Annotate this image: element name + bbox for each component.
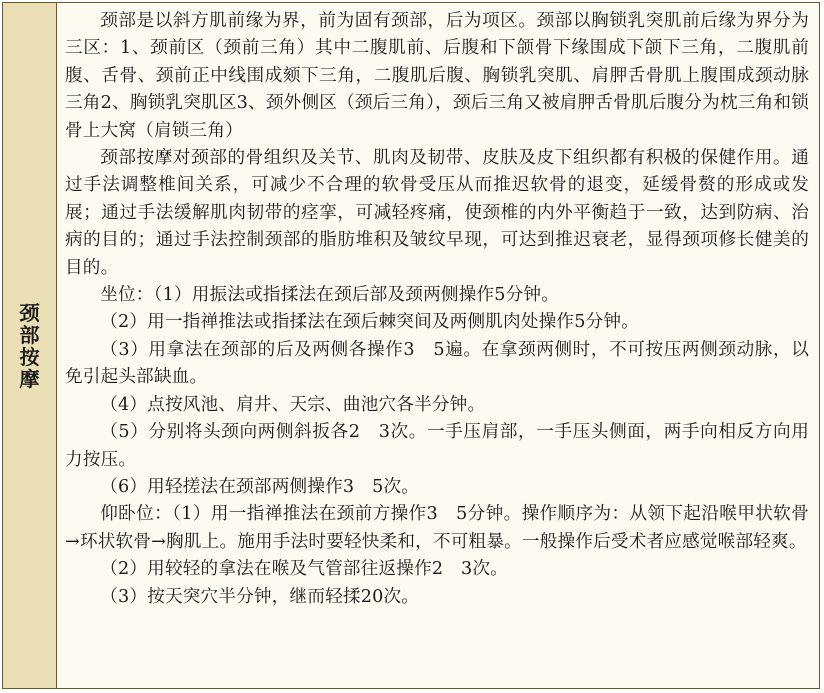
- content-table: [2, 2, 820, 689]
- paragraph-sitting-step-5: （5）分别将头颈向两侧斜扳各2 3次。一手压肩部，一手压头侧面，两手向相反方向用力按压。: [65, 422, 809, 470]
- paragraph-sitting-step-4: （4）点按风池、肩井、天宗、曲池穴各半分钟。: [100, 394, 486, 415]
- paragraph-supine-step-1: 仰卧位：（1）用一指禅推法在颈前方操作3 5分钟。操作顺序为：从领下起沿喉甲状软骨→环状软骨→胸肌上。施用手法时要轻快柔和，不可粗暴。一般操作后受术者应感觉喉部轻爽。: [65, 504, 809, 552]
- paragraph-sitting-step-3: （3）用拿法在颈部的后及两侧各操作3 5遍。在拿颈两侧时，不可按压两侧颈动脉，以免引起头部缺血。: [65, 339, 809, 388]
- paragraph-supine-step-2: （2）用较轻的拿法在喉及气管部往返操作2 3次。: [100, 559, 509, 580]
- paragraph-sitting-step-1: 坐位：（1）用振法或指揉法在颈后部及颈两侧操作5分钟。: [100, 285, 560, 306]
- section-label-char: 部: [19, 322, 40, 347]
- section-label-char: 按: [19, 344, 40, 369]
- paragraph-neck-anatomy: 颈部是以斜方肌前缘为界，前为固有颈部，后为项区。颈部以胸锁乳突肌前后缘为界分为三区：1、颈前区（颈前三角）其中二腹肌前、后腹和下颌骨下缘围成下颌下三角，二腹肌前腹、舌骨、颈前正中线围成颏下三角，二腹肌后腹、胸锁乳突肌、肩胛舌骨肌上腹围成颈动脉三角2、胸锁乳突肌区3、颈外侧区（颈后三角），颈后三角又被肩胛舌骨肌后腹分为枕三角和锁骨上大窝（肩锁三角）: [65, 11, 809, 141]
- paragraph-supine-step-3: （3）按天突穴半分钟，继而轻揉20次。: [100, 586, 420, 607]
- section-label: [20, 302, 40, 390]
- section-label-char: 摩: [19, 366, 40, 391]
- paragraph-sitting-step-6: （6）用轻搓法在颈部两侧操作3 5次。: [100, 476, 420, 497]
- section-label-char: 颈: [19, 300, 40, 325]
- paragraph-sitting-step-2: （2）用一指禅推法或指揉法在颈后棘突间及两侧肌肉处操作5分钟。: [100, 312, 639, 333]
- paragraph-massage-benefits: 颈部按摩对颈部的骨组织及关节、肌肉及韧带、皮肤及皮下组织都有积极的保健作用。通过手法调整椎间关系，可减少不合理的软骨受压从而推迟软骨的退变，延缓骨赘的形成或发展；通过手法缓解肌肉韧带的痉挛，可减轻疼痛，使颈椎的内外平衡趋于一致，达到防病、治病的目的；通过手法控制颈部的脂肪堆积及皱纹早现，可达到推迟衰老，显得颈项修长健美的目的。: [65, 148, 809, 278]
- section-body: [57, 3, 819, 688]
- section-label-cell: [3, 3, 57, 688]
